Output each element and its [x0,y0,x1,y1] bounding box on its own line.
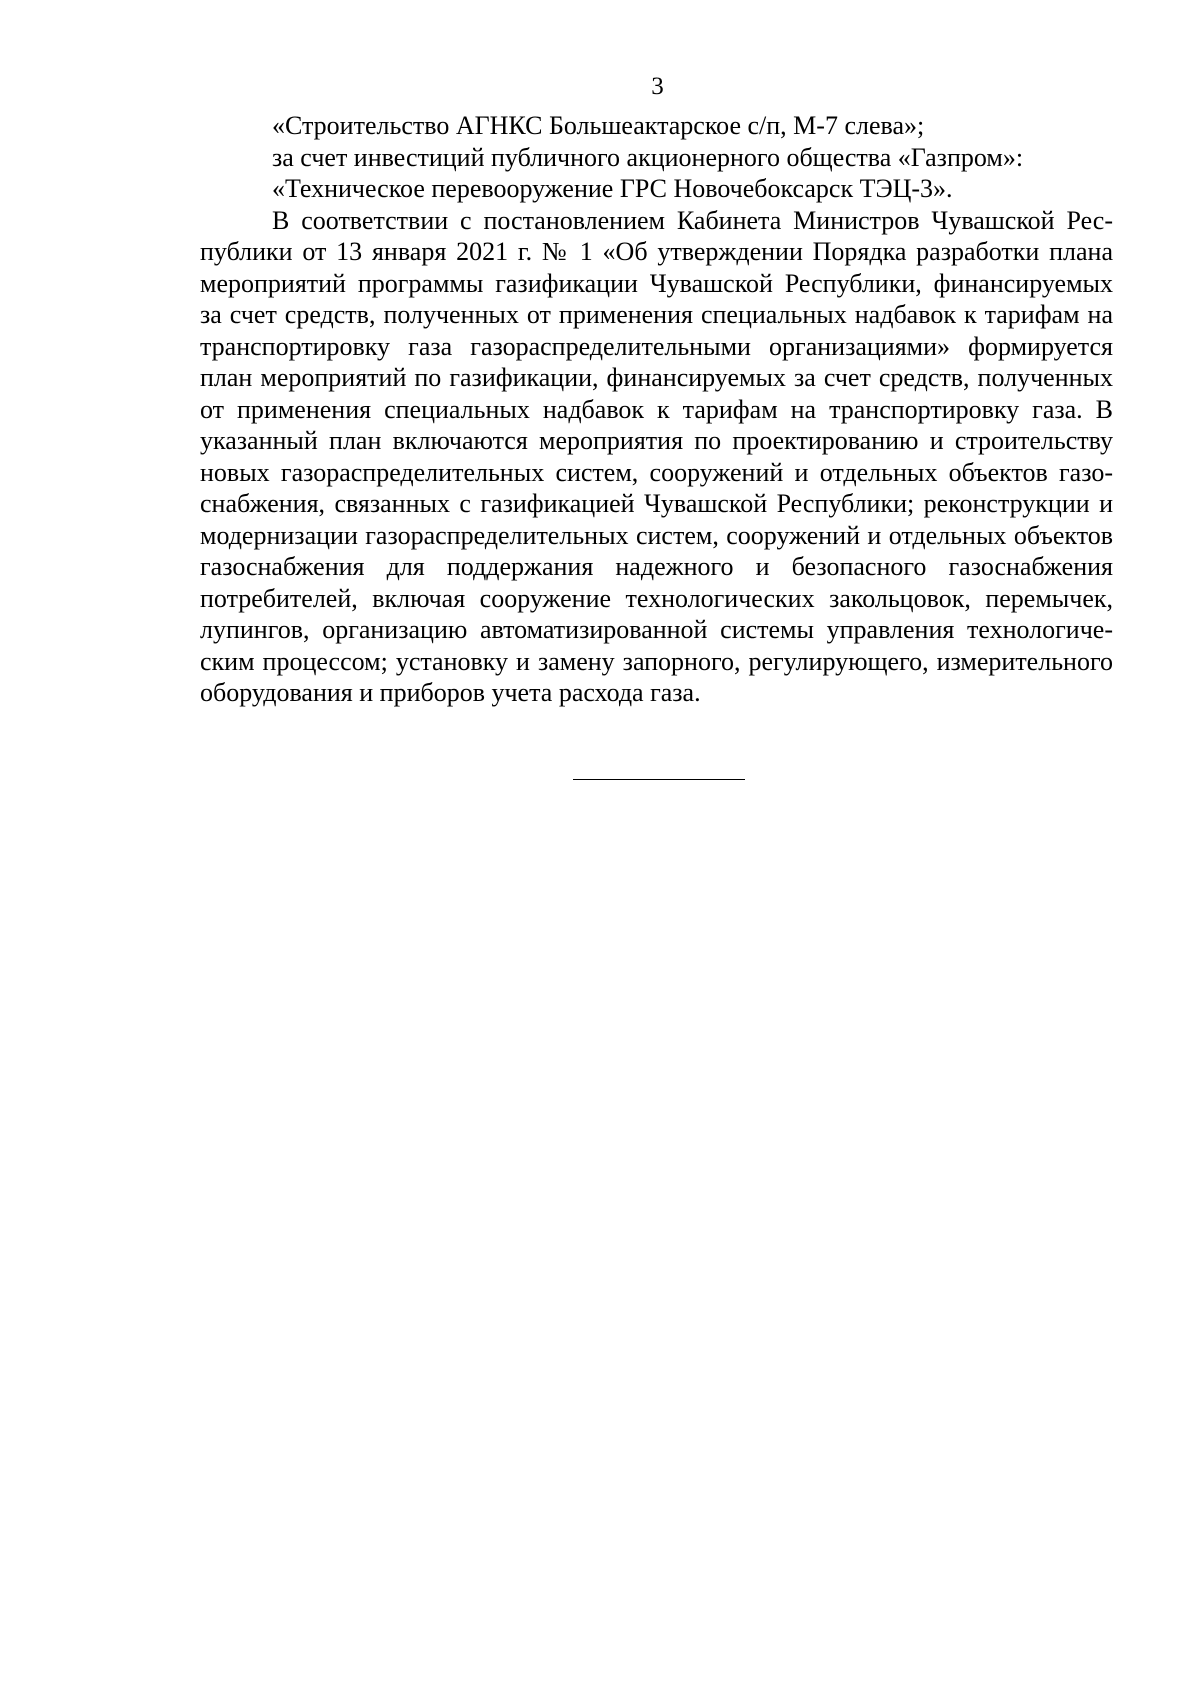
page-number: 3 [651,73,664,100]
document-body [200,110,1113,709]
list-item-construction-agnks: «Строительство АГНКС Большеактарское с/п, М-7 слева»; [272,111,925,140]
list-item-grs-reequipment: «Техническое перевооружение ГРС Новочебоксарск ТЭЦ-3». [272,174,953,203]
funding-source-gazprom: за счет инвестиций публичного акционерного общества «Газпром»: [272,142,1024,172]
end-divider-line [573,779,745,780]
main-paragraph: В соответствии с постановлением Кабинета Министров Чувашской Республики от 13 января 2021 г. № 1 «Об утверждении Порядка разработки плана мероприятий программы газификации Чувашской Республики, финансируемых за счет средств, полученных от применения специальных надбавок к тарифам на транспортировку газа газораспределительными организациями» формируется план мероприятий по газификации, финансируемых за счет средств, полученных от применения специальных надбавок к тарифам на транспортировку газа. В указанный план включаются мероприятия по проектированию и строительству новых газораспределительных систем, сооружений и отдельных объектов газоснабжения, связанных с газификацией Чувашской Республики; реконструкции и модернизации газораспределительных систем, сооружений и отдельных объектов газоснабжения для поддержания надежного и безопасного газоснабжения потребителей, включая сооружение технологических закольцовок, перемычек, лупингов, организацию автоматизированной системы управления технологическим процессом; установку и замену запорного, регулирующего, измерительного оборудования и приборов учета расхода газа. [200,205,1113,707]
